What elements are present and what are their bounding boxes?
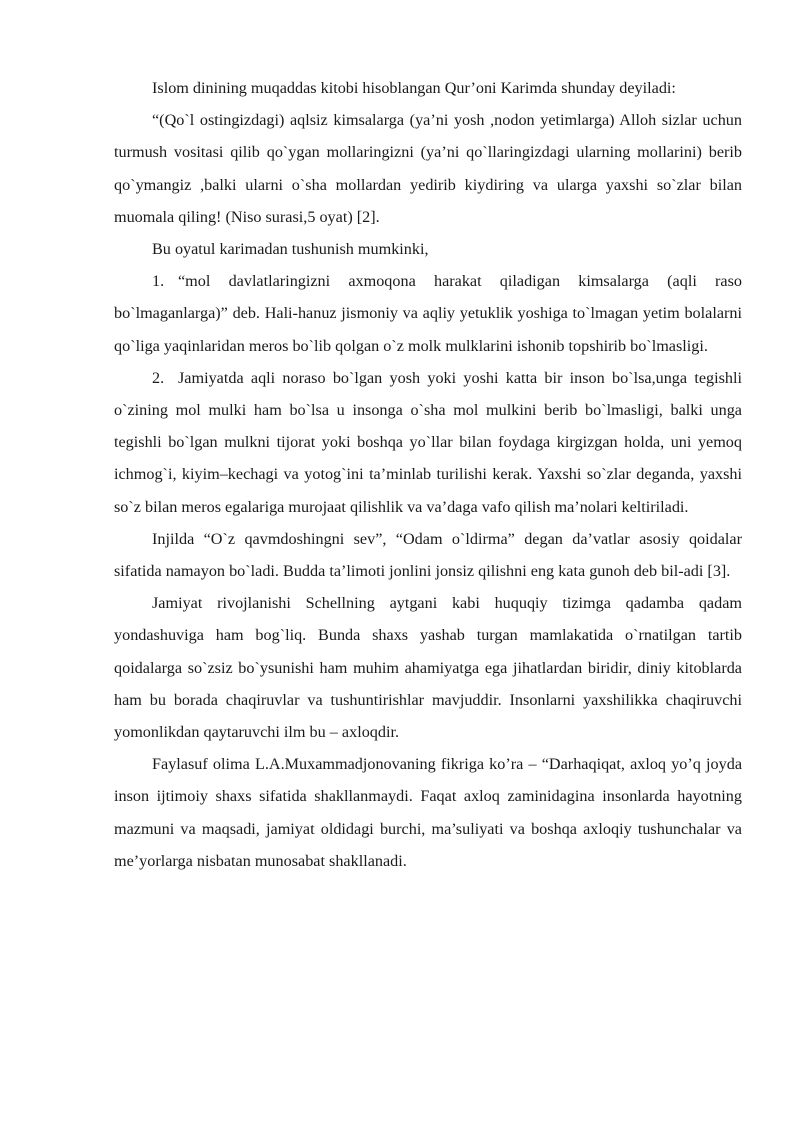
paragraph-injil: Injilda “O`z qavmdoshingni sev”, “Odam o`ldirma” degan da’vatlar asosiy qoidalar sifatida namayon bo`ladi. Budda ta’limoti jonlini jonsiz qilishni eng kata gunoh deb bil-adi [3].	[114, 529, 742, 581]
document-page	[114, 72, 742, 877]
paragraph-lead-in: Bu oyatul karimadan tushunish mumkinki,	[152, 240, 429, 259]
paragraph-philosopher: Faylasuf olima L.A.Muxammadjonovaning fikriga ko’ra – “Darhaqiqat, axloq yo’q joyda inson ijtimoiy shaxs sifatida shakllanmaydi. Faqat axloq zaminidagina insonlarda hayotning mazmuni va maqsadi, jamiyat oldidagi burchi, ma’suliyati va boshqa axloqiy tushunchalar va me’yorlarga nisbatan munosabat shakllanadi.	[114, 755, 742, 870]
list-number: 1.	[152, 272, 165, 291]
paragraph-society: Jamiyat rivojlanishi Schellning aytgani kabi huquqiy tizimga qadamba qadam yondashuviga ham bog`liq. Bunda shaxs yashab turgan mamlakatida o`rnatilgan tartib qoidalarga so`zsiz bo`ysunishi ham muhim ahamiyatga ega jihatlardan biridir, diniy kitoblarda ham bu borada chaqiruvlar va tushuntirishlar mavjuddir. Insonlarni yaxshilikka chaqiruvchi yomonlikdan qaytaruvchi ilm bu – axloqdir.	[114, 594, 742, 742]
paragraph-intro: Islom dinining muqaddas kitobi hisoblangan Qur’oni Karimda shunday deyiladi:	[152, 79, 676, 97]
paragraph-quran-quote: “(Qo`l ostingizdagi) aqlsiz kimsalarga (ya’ni yosh ,nodon yetimlarga) Alloh sizlar uchun turmush vositasi qilib qo`ygan mollaringizni (ya’ni qo`llaringizdagi ularning mollarini) berib qo`ymangiz ,balki ularni o`sha mollardan yedirib kiydiring va ularga yaxshi so`zlar bilan muomala qiling! (Niso surasi,5 oyat) [2].	[114, 111, 742, 226]
list-item-1	[114, 265, 742, 362]
list-item-2	[114, 362, 742, 523]
list-item-text: “mol davlatlaringizni axmoqona harakat qiladigan kimsalarga (aqli raso bo`lmaganlarga)” deb. Hali-hanuz jismoniy va aqliy yetuklik yoshiga to`lmagan yetim bolalarni qo`liga yaqinlaridan meros bo`lib qolgan o`z molk mulklarini ishonib topshirib bo`lmasligi.	[114, 272, 742, 355]
list-number: 2.	[152, 368, 165, 387]
list-item-text: Jamiyatda aqli noraso bo`lgan yosh yoki yoshi katta bir inson bo`lsa,unga tegishli o`zining mol mulki ham bo`lsa u insonga o`sha mol mulkini berib bo`lmasligi, balki unga tegishli bo`lgan mulkni tijorat yoki boshqa yo`llar bilan foydaga kirgizgan holda, uni yemoq ichmog`i, kiyim–kechagi va yotog`ini ta’minlab turilishi kerak. Yaxshi so`zlar deganda, yaxshi so`z bilan meros egalariga murojaat qilishlik va va’daga vafo qilish ma’nolari keltiriladi.	[114, 368, 742, 516]
